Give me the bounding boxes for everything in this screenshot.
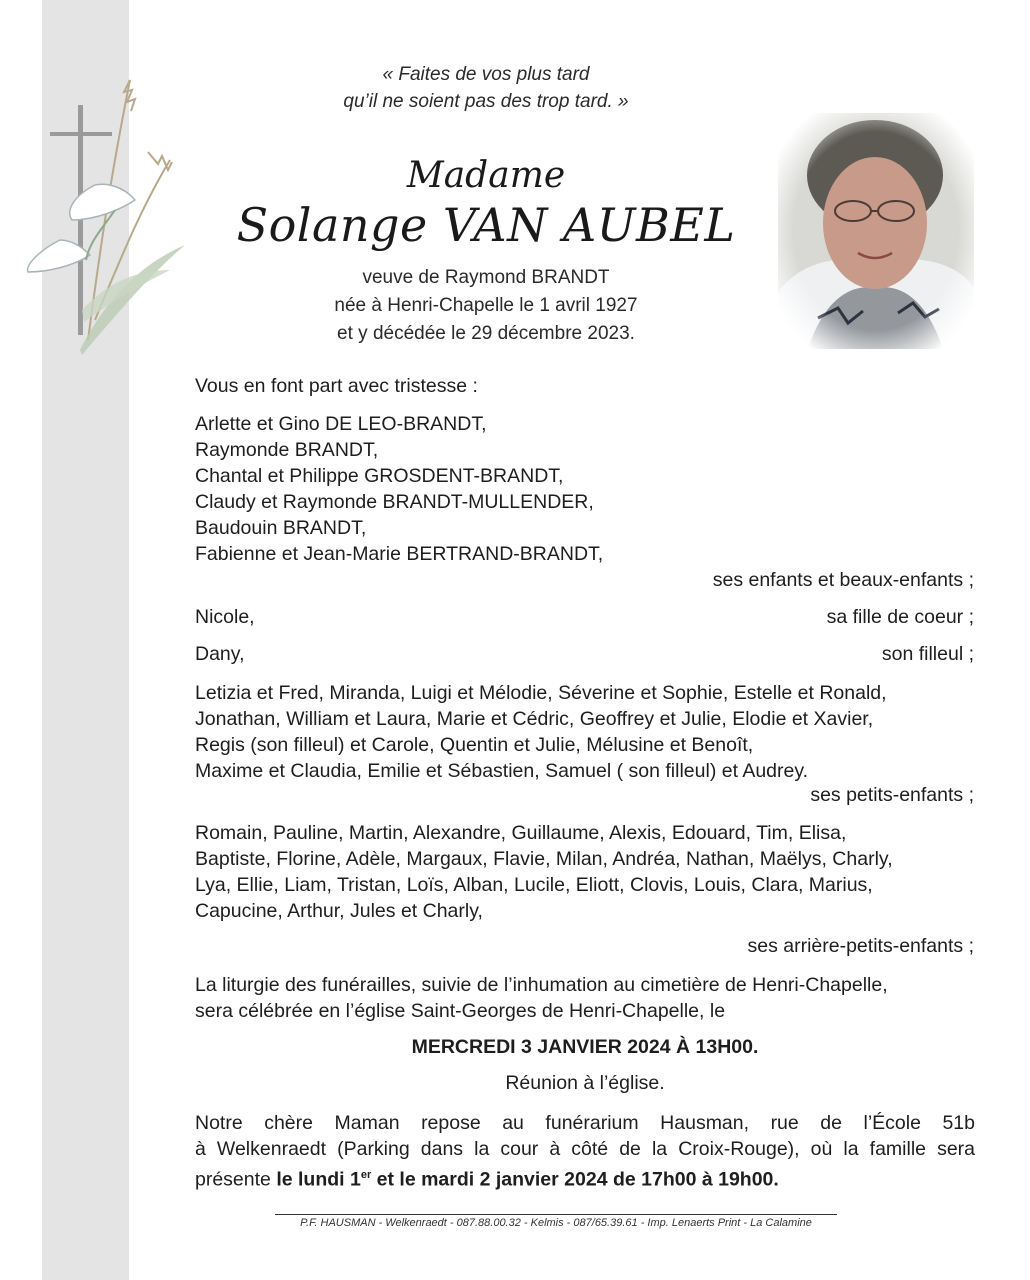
children-list — [195, 411, 603, 567]
grandchildren-label: ses petits-enfants ; — [810, 784, 974, 806]
list-item: Arlette et Gino DE LEO-BRANDT, — [195, 413, 487, 435]
cross-lily-decoration — [20, 60, 190, 360]
list-item: Jonathan, William et Laura, Marie et Cédric, Geoffrey et Julie, Elodie et Xavier, — [195, 708, 874, 730]
list-item: Chantal et Philippe GROSDENT-BRANDT, — [195, 465, 564, 487]
visitation-paragraph — [195, 1110, 975, 1193]
dany-label: son filleul ; — [881, 643, 974, 665]
liturgy-paragraph — [195, 972, 975, 1024]
nicole-name: Nicole, — [195, 606, 255, 628]
list-item: Capucine, Arthur, Jules et Charly, — [195, 900, 483, 922]
list-item: Regis (son filleul) et Carole, Quentin et Julie, Mélusine et Benoît, — [195, 734, 754, 756]
opening-quote — [300, 61, 672, 115]
widow-line: veuve de Raymond BRANDT — [362, 267, 610, 288]
death-line: et y décédée le 29 décembre 2023. — [337, 323, 635, 344]
visitation-line-3 — [195, 1162, 975, 1193]
intro-line: Vous en font part avec tristesse : — [195, 375, 478, 397]
list-item: Claudy et Raymonde BRANDT-MULLENDER, — [195, 491, 594, 513]
footer-divider — [275, 1214, 837, 1215]
liturgy-line-2: sera célébrée en l’église Saint-Georges de Henri-Chapelle, le — [195, 1000, 726, 1022]
visitation-day-2: et le mardi 2 janvier 2024 de 17h00 à 19h00. — [371, 1168, 779, 1191]
list-item: Baudouin BRANDT, — [195, 517, 367, 539]
funeral-date: MERCREDI 3 JANVIER 2024 À 13H00. — [411, 1036, 759, 1058]
visitation-day-1: le lundi 1 — [276, 1168, 361, 1191]
list-item: Fabienne et Jean-Marie BERTRAND-BRANDT, — [195, 543, 604, 565]
list-item: Romain, Pauline, Martin, Alexandre, Guillaume, Alexis, Edouard, Tim, Elisa, — [195, 822, 847, 844]
list-item: Raymonde BRANDT, — [195, 439, 379, 461]
identity-lines — [276, 264, 696, 348]
grandchildren-list — [195, 680, 887, 784]
nicole-label: sa fille de coeur ; — [826, 606, 974, 628]
children-label: ses enfants et beaux-enfants ; — [712, 569, 974, 591]
honorific: Madame — [406, 155, 566, 196]
list-item: Letizia et Fred, Miranda, Luigi et Mélodie, Séverine et Sophie, Estelle et Ronald, — [195, 682, 887, 704]
footer-credits: P.F. HAUSMAN - Welkenraedt - 087.88.00.32 - Kelmis - 087/65.39.61 - Imp. Lenaerts Print - La Calamine — [300, 1217, 812, 1229]
great-grandchildren-label: ses arrière-petits-enfants ; — [747, 935, 974, 957]
birth-line: née à Henri-Chapelle le 1 avril 1927 — [334, 295, 638, 316]
portrait-photo — [778, 113, 974, 349]
quote-line-1: « Faites de vos plus tard — [382, 64, 590, 85]
list-item: Lya, Ellie, Liam, Tristan, Loïs, Alban, Lucile, Eliott, Clovis, Louis, Clara, Marius, — [195, 874, 873, 896]
visitation-line-2: à Welkenraedt (Parking dans la cour à côté de la Croix-Rouge), où la famille sera — [195, 1138, 975, 1160]
dany-name: Dany, — [195, 643, 245, 665]
ordinal-superscript: er — [360, 1169, 372, 1181]
great-grandchildren-list — [195, 820, 893, 924]
quote-line-2: qu’il ne soient pas des trop tard. » — [343, 91, 629, 112]
list-item: Baptiste, Florine, Adèle, Margaux, Flavie, Milan, Andréa, Nathan, Maëlys, Charly, — [195, 848, 893, 870]
cross-horizontal — [50, 132, 112, 136]
deceased-name: Solange VAN AUBEL — [236, 198, 736, 252]
meeting-note: Réunion à l’église. — [505, 1072, 665, 1094]
visitation-line-1: Notre chère Maman repose au funérarium Hausman, rue de l’École 51b — [195, 1112, 975, 1134]
liturgy-line-1: La liturgie des funérailles, suivie de l’inhumation au cimetière de Henri-Chapelle, — [195, 974, 888, 996]
visitation-start: présente — [195, 1168, 277, 1191]
list-item: Maxime et Claudia, Emilie et Sébastien, Samuel ( son filleul) et Audrey. — [195, 760, 809, 782]
